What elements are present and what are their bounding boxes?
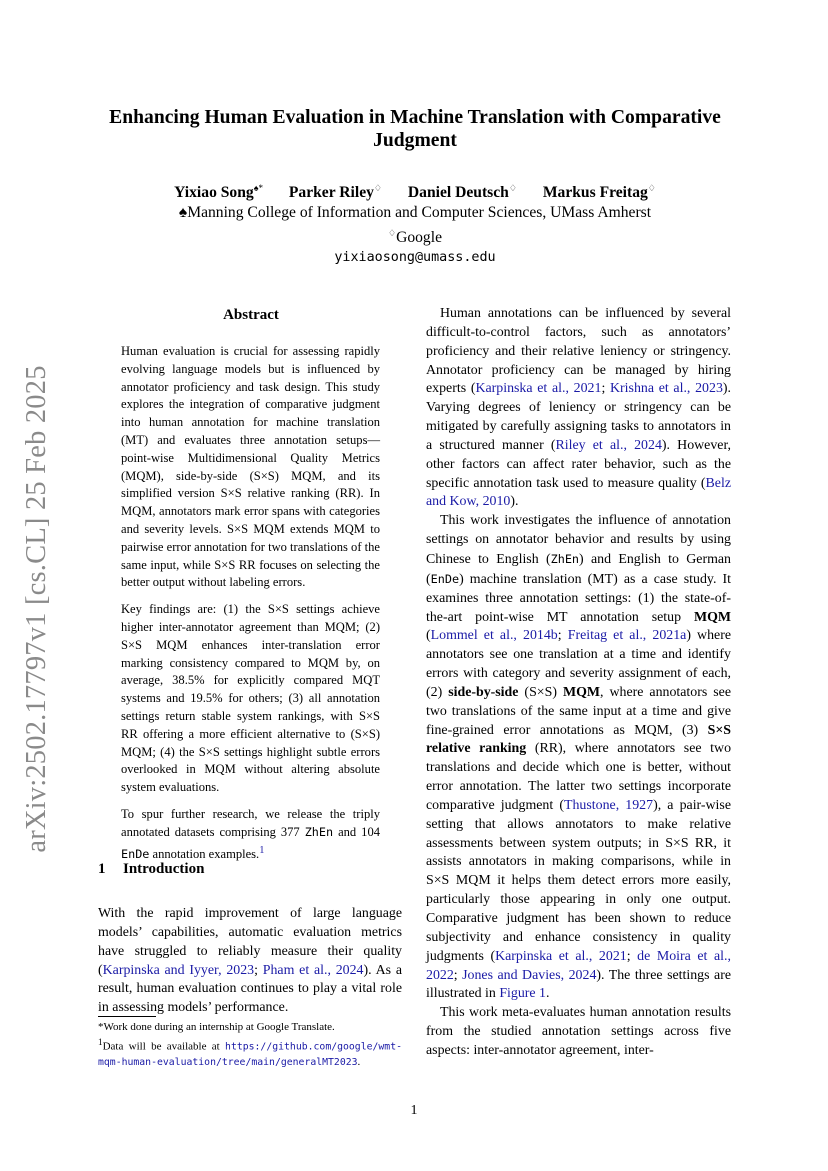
citation-link[interactable]: Pham et al., 2024 [262, 962, 364, 978]
author-names [80, 178, 750, 203]
intro-paragraph: With the rapid improvement of large language models’ capabilities, automatic evaluation metrics have struggled to reliably measure their quality (Karpinska and Iyyer, 2023; Pham et al., 2024). As a result, human evaluation continues to play a vital role in assessing models’ performance. [98, 906, 402, 1016]
data-url-link[interactable]: https://github.com/google/wmt-mqm-human-evaluation/tree/main/generalMT2023 [98, 1041, 402, 1069]
citation-link[interactable]: Karpinska and Iyyer, 2023 [102, 962, 255, 978]
footnote-star: *Work done during an internship at Google Translate. [98, 1021, 335, 1033]
body-paragraph: Human annotations can be influenced by several difficult-to-control factors, such as annotators’ proficiency and their relative leniency or stringency. Annotator proficiency can be managed by hiring experts (Karpinska et al., 2021; Krishna et al., 2023). Varying degrees of leniency or stringency can be mitigated by carefully assigning tasks to annotators in a structured manner (Riley et al., 2024). However, other factors can affect rater behavior, such as the specific annotation task used to measure quality (Belz and Kow, 2010). [426, 306, 731, 510]
footnote-rule [98, 1016, 156, 1017]
author-name: Markus Freitag♢ [542, 183, 656, 202]
abstract-heading: Abstract [223, 307, 279, 323]
page-number: 1 [410, 1103, 418, 1118]
citation-link[interactable]: Jones and Davies, 2024 [462, 967, 597, 983]
footnote-ref[interactable]: 1 [259, 844, 265, 856]
section-heading-introduction: 1 Introduction [98, 861, 205, 877]
abstract-paragraph: Human evaluation is crucial for assessing rapidly evolving language models but is influenced by annotator proficiency and task design. This study explores the integration of comparative judgment into human annotation for machine translation (MT) and evaluates three annotation setups—point-wise Multidimensional Quality Metrics (MQM), side-by-side (S×S) MQM, and its simplified version S×S relative ranking (RR). In MQM, annotators mark error spans with categories and severity levels. S×S MQM extends MQM to pairwise error annotation for two translations of the same input, while S×S RR focuses on selecting the better output without labeling errors. [121, 344, 380, 590]
intro-body [98, 905, 402, 1018]
affiliation-umass: ♠Manning College of Information and Computer Sciences, UMass Amherst [178, 204, 652, 222]
arxiv-sidebar [12, 364, 62, 854]
abstract-body [121, 343, 380, 872]
author-block [80, 178, 750, 268]
arxiv-identifier: arXiv:2502.17797v1 [cs.CL] 25 Feb 2025 [21, 365, 52, 853]
paper-title: Enhancing Human Evaluation in Machine Translation with Comparative Judgment [109, 107, 721, 151]
citation-link[interactable]: Thustone, 1927 [564, 797, 654, 813]
abstract-paragraph: To spur further research, we release the triply annotated datasets comprising 377 ZhEn and 104 EnDe annotation examples.$^1$ [121, 806, 381, 861]
author-name: Daniel Deutsch♢ [407, 183, 517, 202]
footnotes [98, 1020, 402, 1071]
citation-link[interactable]: Freitag et al., 2021a [567, 628, 687, 644]
citation-link[interactable]: Karpinska et al., 2021 [475, 381, 602, 397]
abstract-paragraph: Key findings are: (1) the S×S settings achieve higher inter-annotator agreement than MQM; (2) S×S MQM enhances inter-translation error marking consistency compared to MQM by, on average, 38.5% for explicitly compared MQT systems and 19.5% for others; (3) all annotation settings return stable system rankings, with S×S RR offering a more efficient alternative to (S×S) MQM; (4) the S×S settings highlight subtle errors overlooked in MQM without altering absolute system evaluations. [121, 602, 380, 795]
citation-link[interactable]: Riley et al., 2024 [555, 437, 662, 453]
right-column [426, 305, 731, 1061]
citation-link[interactable]: de Moira et al., 2022 [426, 948, 731, 983]
citation-link[interactable]: Belz and Kow, 2010 [426, 475, 731, 510]
author-email[interactable]: yixiaosong@umass.edu [334, 250, 496, 266]
figure-link[interactable]: Figure 1 [499, 986, 546, 1002]
affiliation-google: ♢Google [388, 228, 442, 247]
body-paragraph: This work meta-evaluates human annotation results from the studied annotation settings across five aspects: inter-annotator agreement, inter- [426, 1005, 731, 1058]
footnote-1: $^1$Data will be available at https://github.com/google/wmt-mqm-human-evaluation/tree/main/generalMT2023. [98, 1036, 402, 1069]
body-paragraph: This work investigates the influence of annotation settings on annotator behavior and results by using Chinese to English (ZhEn) and English to German (EnDe) machine translation (MT) as a case study. It examines three annotation settings: (1) the state-of-the-art point-wise MT annotation setup MQM (Lommel et al., 2014b; Freitag et al., 2021a) where annotators see one translation at a time and identify errors with category and severity assignment of each, (2) side-by-side (S×S) MQM, where annotators see two translations of the same input at a time and give fine-grained error annotations as MQM, (3) S×S relative ranking (RR), where annotators see two translations and decide which one is better, without error annotation. The latter two settings incorporate comparative judgment (Thustone, 1927), a pair-wise setting that allows annotators to make relative assessments between system outputs; in S×S RR, it assists annotators in making comparisons, while in S×S MQM it helps them detect errors more easily, particularly those appearing in only one output. Comparative judgment has been shown to reduce subjectivity and enhance consistency in quality judgments (Karpinska et al., 2021; de Moira et al., 2022; Jones and Davies, 2024). The three settings are illustrated in Figure 1. [426, 513, 732, 1002]
citation-link[interactable]: Lommel et al., 2014b [430, 628, 558, 644]
author-name: Yixiao Song♠* [174, 183, 263, 202]
citation-link[interactable]: Karpinska et al., 2021 [495, 948, 627, 964]
author-name: Parker Riley♢ [288, 183, 382, 202]
citation-link[interactable]: Krishna et al., 2023 [610, 381, 723, 397]
